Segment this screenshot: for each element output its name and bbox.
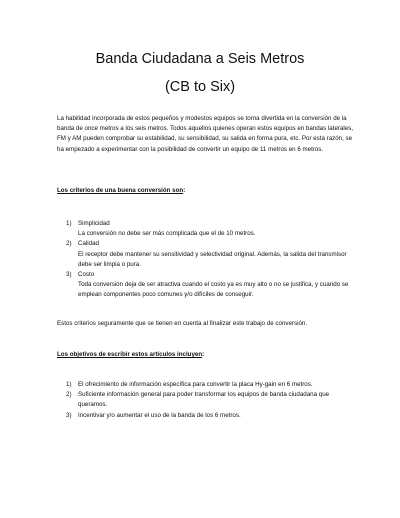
list-item-text: El ofrecimiento de información específica para convertir la placa Hy-gain en 6 metros.: [78, 381, 313, 388]
list-item: [57, 239, 357, 270]
list-item: [57, 219, 357, 239]
criterios-list: [57, 219, 357, 301]
list-item: [57, 390, 357, 410]
list-item-body: La conversión no debe ser más complicada que el de 10 metros.: [78, 230, 256, 238]
list-item-title: Simplicidad: [78, 220, 110, 227]
objetivos-heading-colon: :: [202, 351, 205, 358]
list-item-body: El receptor debe mantener su sensitividad y selectividad original. Además, la salida del transmisor debe ser limpia o pura.: [78, 250, 347, 268]
list-item-number: 1): [66, 381, 72, 388]
list-item: [57, 270, 357, 301]
list-item-title: Calidad: [78, 240, 99, 248]
document-title: Banda Ciudadana a Seis Metros: [95, 51, 305, 67]
list-item-number: 2): [66, 240, 72, 248]
objetivos-heading: [57, 350, 357, 359]
list-item: [57, 380, 357, 390]
list-item-text: Incentivar y/o aumentar el uso de la banda de los 6 metros.: [78, 411, 241, 419]
objetivos-heading-text: Los objetivos de escribir estos artículos incluyen: [57, 351, 203, 358]
criterios-heading: [57, 186, 357, 195]
list-item-number: 2): [66, 391, 72, 399]
list-item-text: Suficiente información general para poder transformar los equipos de banda ciudadana que queramos.: [78, 391, 330, 409]
list-item-number: 1): [66, 220, 72, 227]
objetivos-list: [57, 380, 357, 421]
list-item-body: Toda conversión deja de ser atractiva cuando el costo ya es muy alto o no se justifica, y cuando se emplean componentes poco comunes y/o difíciles de conseguir.: [78, 281, 349, 299]
document-subtitle: (CB to Six): [164, 79, 236, 95]
list-item: [57, 411, 357, 421]
criterios-heading-colon: :: [183, 187, 186, 194]
intro-paragraph: La habilidad incorporada de estos pequeños y modestos equipos se torna divertida en la conversión de la banda de once metros a los seis metros. Todos aquellos quienes operan estos equipos en bandas laterales, FM y AM pueden comprobar su estabilidad, su sensibilidad, su salida en forma pura, etc. Por esta razón, se ha empezado a experimentar con la posibilidad de convertir un equipo de 11 metros en 6 metros.: [57, 115, 354, 153]
list-item-title: Costo: [78, 271, 95, 279]
closing-paragraph: Estos criterios seguramente que se tienen en cuenta al finalizar este trabajo de conversión.: [57, 320, 308, 327]
list-item-number: 3): [66, 271, 72, 279]
criterios-heading-text: Los criterios de una buena conversión son: [57, 187, 184, 194]
list-item-number: 3): [66, 411, 72, 419]
